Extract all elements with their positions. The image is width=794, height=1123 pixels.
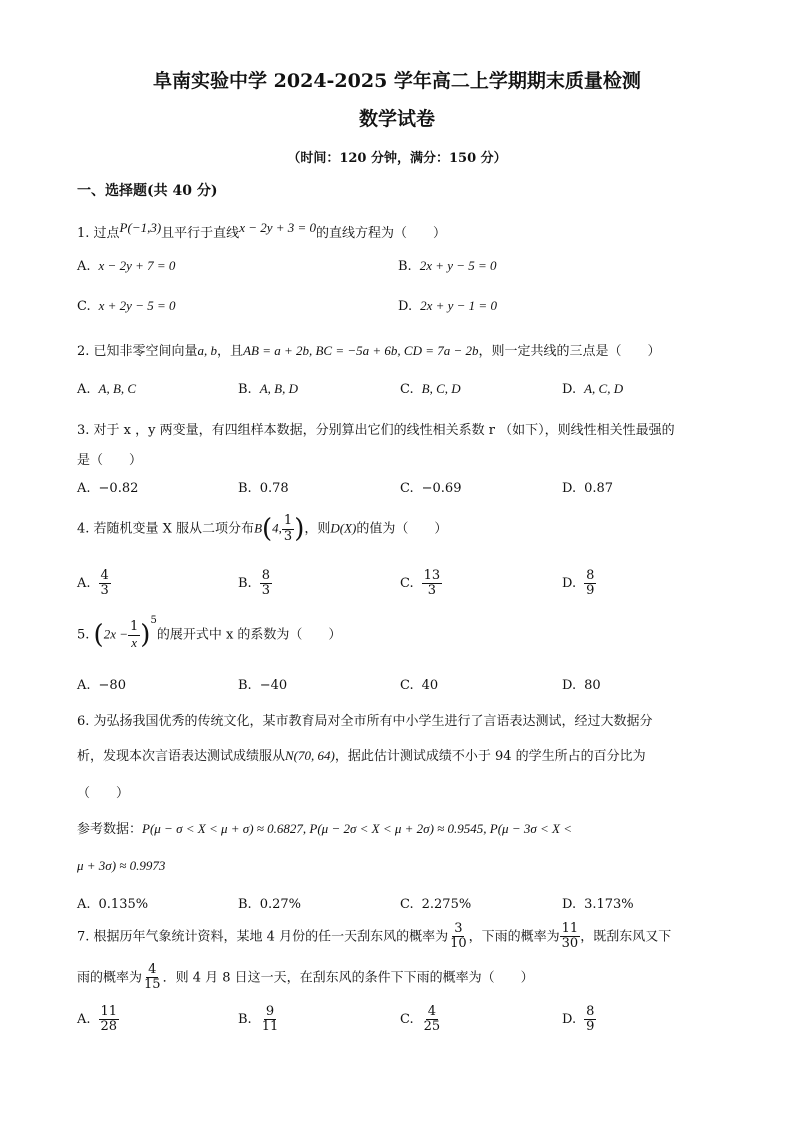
question-3-line-2: 是（ ） — [77, 453, 143, 468]
q1-option-a[interactable] — [77, 258, 175, 274]
q2-option-c[interactable] — [400, 381, 461, 397]
option-label: C. — [400, 1012, 414, 1028]
option-label: D. — [562, 897, 577, 912]
q1-option-d[interactable] — [398, 298, 497, 314]
q1-text-1: 1. 过点 — [77, 226, 120, 241]
q1-text-3: 的直线方程为（ ） — [316, 226, 447, 241]
option-label: D. — [562, 382, 577, 397]
option-label: B. — [238, 678, 252, 693]
q4-dist-symbol: B — [254, 520, 263, 536]
question-1 — [77, 222, 446, 241]
option-value: 2.275% — [421, 897, 472, 912]
q4-text-3: 的值为（ ） — [356, 521, 448, 537]
q7-option-d[interactable] — [562, 1005, 596, 1035]
q1-point: P(−1,3) — [119, 220, 162, 235]
q7-option-b[interactable] — [238, 1005, 280, 1035]
question-3-line-1: 3. 对于 x ，y 两变量，有四组样本数据，分别算出它们的线性相关系数 r （如下），则线性相关性最强的 — [77, 423, 675, 438]
option-fraction: $\frac{8}{9}$ — [586, 568, 595, 599]
question-7-line-1 — [77, 922, 671, 952]
q7-text-3: ，既刮东风又下 — [580, 929, 672, 945]
q2-vectors: a, b — [197, 343, 218, 358]
q1-text-2: 且平行于直线 — [161, 226, 240, 241]
q2-option-d[interactable] — [562, 381, 623, 397]
q7-fraction-1: $\frac{3}{10}$ — [450, 921, 467, 952]
q3-option-a[interactable] — [77, 481, 138, 496]
option-label: A. — [77, 897, 91, 912]
q4-option-d[interactable] — [562, 569, 596, 599]
option-value: −40 — [259, 678, 288, 693]
option-value: 0.135% — [98, 897, 149, 912]
option-label: C. — [400, 576, 414, 592]
option-value: A, B, D — [259, 381, 298, 396]
q2-option-a[interactable] — [77, 381, 136, 397]
option-value: 40 — [421, 678, 439, 693]
q5-option-d[interactable] — [562, 678, 601, 693]
question-5: 5. (2x − $\frac{1}{x}$ )$^5$的展开式中 x 的系数为（ ） — [77, 615, 342, 650]
option-fraction: $\frac{8}{3}$ — [261, 568, 270, 599]
q6-option-a[interactable] — [77, 897, 148, 912]
option-label: A. — [77, 1012, 91, 1028]
option-fraction: $\frac{13}{3}$ — [423, 568, 441, 599]
option-label: B. — [238, 382, 252, 397]
question-6-line-3: （ ） — [77, 786, 130, 801]
q7-text-1: 7. 根据历年气象统计资料，某地 4 月份的任一天刮东风的概率为 — [77, 929, 449, 945]
option-value: B, C, D — [421, 381, 461, 396]
q5-exponent: 5 — [150, 615, 157, 627]
exam-subtitle: 数学试卷 — [358, 108, 435, 130]
option-label: A. — [77, 576, 91, 592]
q4-option-b[interactable] — [238, 569, 272, 599]
q4-option-a[interactable] — [77, 569, 111, 599]
option-label: D. — [562, 576, 577, 592]
option-label: A. — [77, 259, 91, 274]
q6-distribution: N(70, 64) — [285, 748, 335, 763]
q4-text-1: 4. 若随机变量 X 服从二项分布 — [77, 521, 255, 537]
q4-dist-n: 4, — [272, 520, 282, 536]
q2-text-2: ，且 — [217, 344, 244, 359]
q7-option-c[interactable] — [400, 1005, 442, 1035]
question-6-reference — [77, 818, 572, 837]
q5-number: 5. — [77, 627, 90, 643]
option-label: A. — [77, 678, 91, 693]
option-label: D. — [562, 678, 577, 693]
option-label: C. — [77, 299, 91, 314]
q3-option-c[interactable] — [400, 481, 461, 496]
q6-option-d[interactable] — [562, 897, 634, 912]
q6-option-b[interactable] — [238, 897, 301, 912]
q2-option-b[interactable] — [238, 381, 298, 397]
option-fraction: $\frac{9}{11}$ — [261, 1004, 279, 1035]
q5-inner: 2x − — [103, 626, 128, 642]
option-label: C. — [400, 481, 414, 496]
option-value: 80 — [584, 678, 601, 693]
q7-text-5: ．则 4 月 8 日这一天，在刮东风的条件下下雨的概率为（ ） — [162, 970, 534, 986]
option-label: B. — [238, 576, 252, 592]
option-fraction: $\frac{4}{25}$ — [423, 1004, 441, 1035]
question-6-reference-2 — [77, 858, 165, 874]
q4-option-c[interactable] — [400, 569, 442, 599]
q2-equations: AB = a + 2b, BC = −5a + 6b, CD = 7a − 2b — [243, 343, 479, 358]
q6-ref-2: μ + 3σ) ≈ 0.9973 — [77, 858, 166, 873]
question-6-line-2 — [77, 745, 646, 764]
option-label: B. — [238, 481, 252, 496]
q5-option-c[interactable] — [400, 678, 438, 693]
q6-ref-1: P(μ − σ < X < μ + σ) ≈ 0.6827, P(μ − 2σ < X < μ + 2σ) ≈ 0.9545, P(μ − 3σ < X < — [142, 821, 573, 836]
option-label: A. — [77, 382, 91, 397]
q3-option-b[interactable] — [238, 481, 289, 496]
q5-option-b[interactable] — [238, 678, 287, 693]
option-label: D. — [562, 1012, 577, 1028]
option-value: 2x + y − 1 = 0 — [420, 298, 497, 313]
q4-dist-p: $\frac{1}{3}$ — [283, 513, 293, 544]
q7-text-4: 雨的概率为 — [77, 970, 143, 986]
q7-text-2: ，下雨的概率为 — [468, 929, 560, 945]
section-heading: 一、选择题(共 40 分) — [77, 183, 218, 199]
option-label: D. — [562, 481, 577, 496]
q1-option-c[interactable] — [77, 298, 175, 314]
q7-option-a[interactable] — [77, 1005, 119, 1035]
option-fraction: $\frac{4}{3}$ — [100, 568, 109, 599]
exam-title: 阜南实验中学 2024-2025 学年高二上学期期末质量检测 — [153, 70, 641, 92]
q7-fraction-2: $\frac{11}{30}$ — [561, 921, 579, 952]
option-value: x + 2y − 5 = 0 — [98, 298, 176, 313]
q5-fraction: $\frac{1}{x}$ — [130, 619, 139, 650]
option-value: x − 2y + 7 = 0 — [98, 258, 176, 273]
option-label: B. — [398, 259, 412, 274]
option-label: B. — [238, 1012, 252, 1028]
q3-option-d[interactable] — [562, 481, 613, 496]
option-value: 0.78 — [259, 481, 289, 496]
q6-option-c[interactable] — [400, 897, 471, 912]
option-label: B. — [238, 897, 252, 912]
exam-info: （时间：120 分钟，满分：150 分） — [287, 151, 507, 166]
option-value: 0.87 — [584, 481, 614, 496]
option-fraction: $\frac{8}{9}$ — [586, 1004, 595, 1035]
option-value: 2x + y − 5 = 0 — [419, 258, 497, 273]
option-value: −0.69 — [421, 481, 462, 496]
option-value: A, B, C — [98, 381, 137, 396]
option-value: −80 — [98, 678, 126, 693]
option-value: 0.27% — [259, 897, 301, 912]
option-label: C. — [400, 678, 414, 693]
q1-option-b[interactable] — [398, 258, 497, 274]
option-fraction: $\frac{11}{28}$ — [100, 1004, 118, 1035]
q2-text-1: 2. 已知非零空间向量 — [77, 344, 198, 359]
q5-text: 的展开式中 x 的系数为（ ） — [156, 627, 342, 643]
option-label: A. — [77, 481, 91, 496]
q4-text-2: ，则 — [304, 521, 331, 537]
question-2 — [77, 340, 661, 359]
option-value: −0.82 — [98, 481, 139, 496]
option-value: A, C, D — [584, 381, 624, 396]
option-label: D. — [398, 299, 413, 314]
question-6-line-1: 6. 为弘扬我国优秀的传统文化，某市教育局对全市所有中小学生进行了言语表达测试，经过大数据分 — [77, 714, 653, 729]
q2-text-3: ，则一定共线的三点是（ ） — [478, 344, 661, 359]
option-label: C. — [400, 897, 414, 912]
question-7-line-2 — [77, 963, 534, 993]
option-label: C. — [400, 382, 414, 397]
q6-text-1: 析，发现本次言语表达测试成绩服从 — [77, 749, 286, 764]
q1-line-eq: x − 2y + 3 = 0 — [239, 220, 317, 235]
q4-dx: D(X) — [330, 520, 357, 536]
q6-ref-label: 参考数据： — [77, 822, 143, 837]
option-value: 3.173% — [584, 897, 634, 912]
q5-option-a[interactable] — [77, 678, 126, 693]
q6-text-2: ，据此估计测试成绩不小于 94 的学生所占的百分比为 — [334, 749, 646, 764]
q7-fraction-3: $\frac{4}{15}$ — [144, 962, 161, 993]
question-4: 4. 若随机变量 X 服从二项分布B(4, $\frac{1}{3}$ )，则D(X)的值为（ ） — [77, 513, 448, 544]
